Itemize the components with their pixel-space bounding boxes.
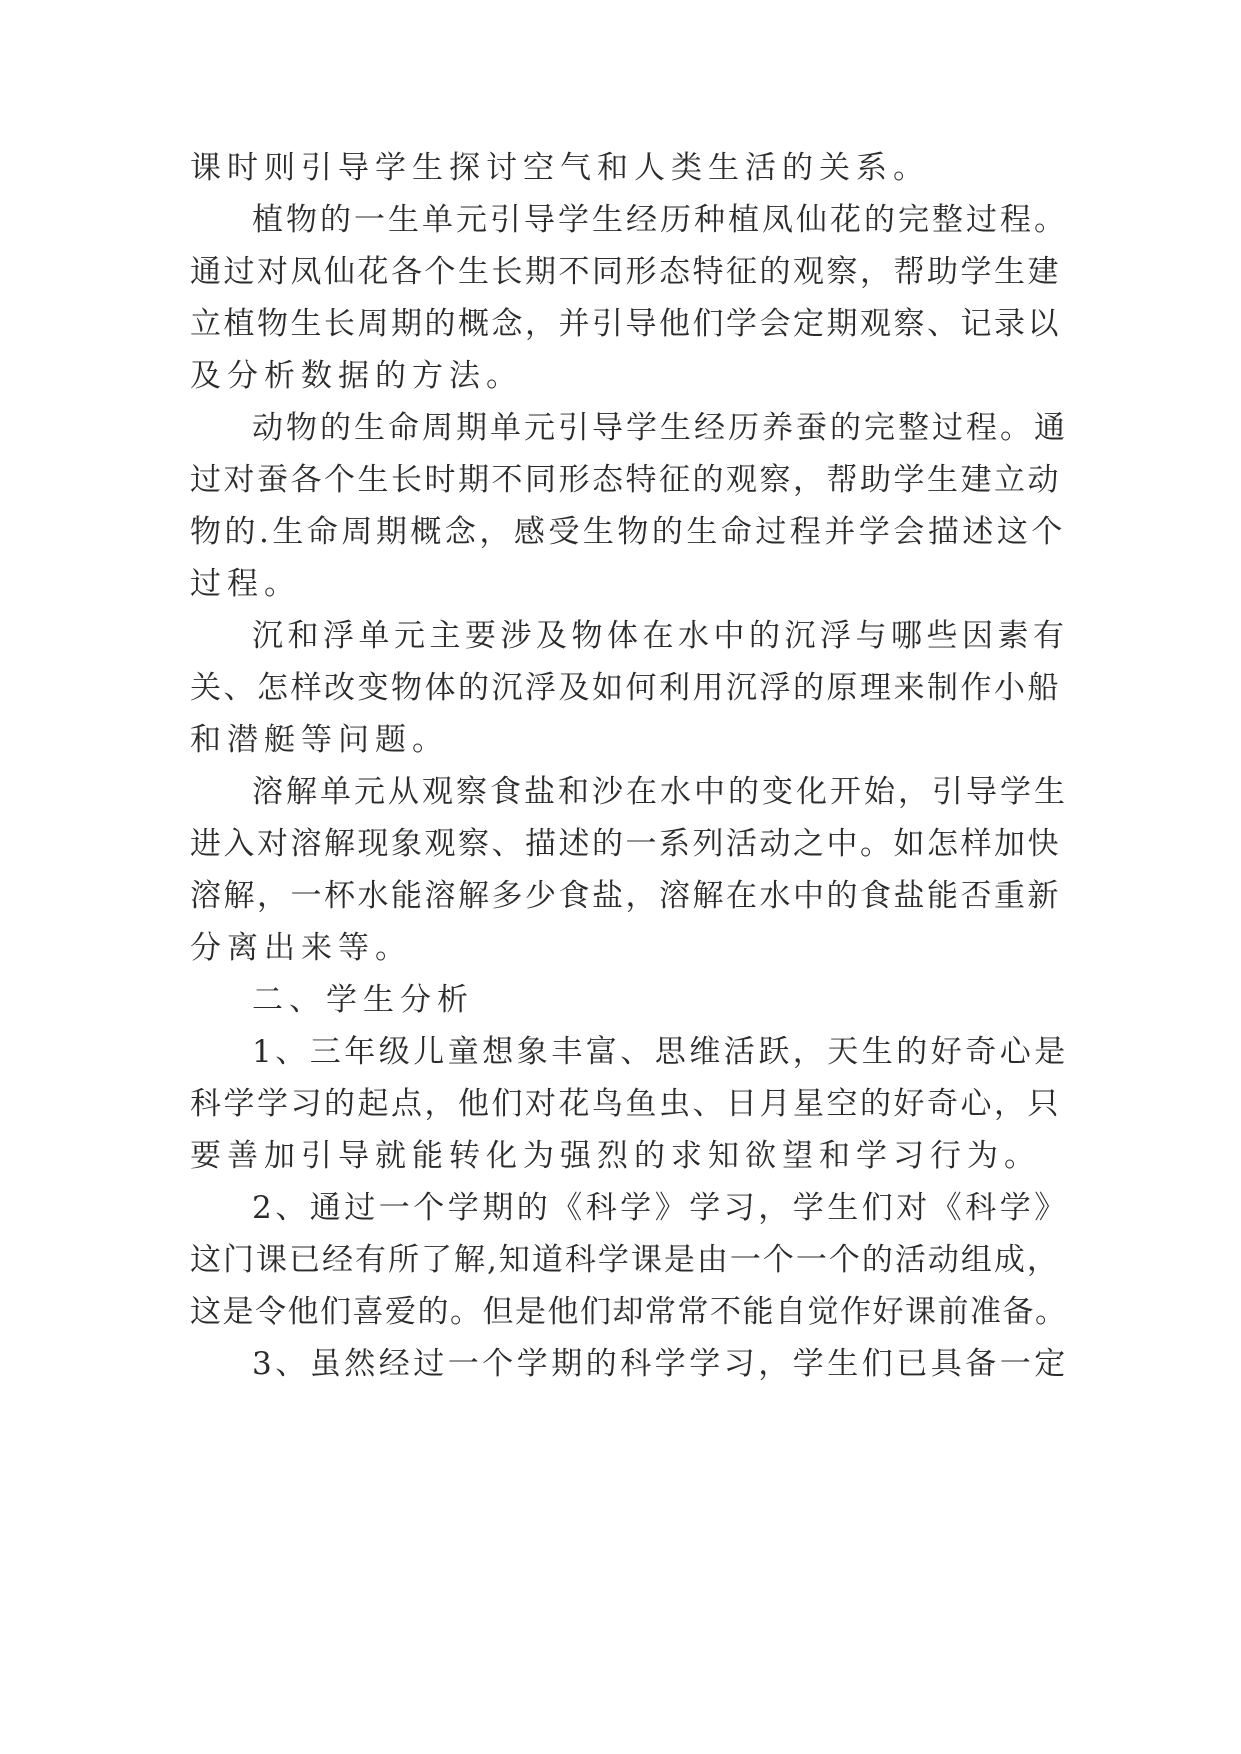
text-line: 这门课已经有所了解,知道科学课是由一个一个的活动组成，: [190, 1242, 1060, 1278]
paragraph-start-line: 沉和浮单元主要涉及物体在水中的沉浮与哪些因素有: [252, 618, 1069, 654]
section-heading: 二、学生分析: [252, 982, 474, 1018]
text-line: 过程。: [190, 566, 301, 602]
text-line: 和潜艇等问题。: [190, 722, 449, 758]
text-line: 这是令他们喜爱的。但是他们却常常不能自觉作好课前准备。: [190, 1294, 1068, 1330]
text-line: 及分析数据的方法。: [190, 358, 523, 394]
paragraph-start-line: 溶解单元从观察食盐和沙在水中的变化开始，引导学生: [252, 774, 1068, 810]
text-line: 关、怎样改变物体的沉浮及如何利用沉浮的原理来制作小船: [190, 670, 1061, 706]
paragraph-start-line: 动物的生命周期单元引导学生经历养蚕的完整过程。通: [252, 410, 1068, 446]
text-line: 立植物生长周期的概念，并引导他们学会定期观察、记录以: [190, 306, 1061, 342]
paragraph-start-line: 植物的一生单元引导学生经历种植凤仙花的完整过程。: [252, 202, 1068, 238]
text-line: 进入对溶解现象观察、描述的一系列活动之中。如怎样加快: [190, 826, 1061, 862]
paragraph-start-line: 1、三年级儿童想象丰富、思维活跃，天生的好奇心是: [252, 1034, 1069, 1070]
text-line: 通过对凤仙花各个生长期不同形态特征的观察，帮助学生建: [190, 254, 1061, 290]
text-line: 要善加引导就能转化为强烈的求知欲望和学习行为。: [190, 1138, 1041, 1174]
text-line: 分离出来等。: [190, 930, 412, 966]
text-line: 溶解，一杯水能溶解多少食盐，溶解在水中的食盐能否重新: [190, 878, 1061, 914]
text-line: 科学学习的起点，他们对花鸟鱼虫、日月星空的好奇心，只: [190, 1086, 1061, 1122]
paragraph-start-line: 3、虽然经过一个学期的科学学习，学生们已具备一定: [252, 1346, 1069, 1382]
text-line: 物的.生命周期概念，感受生物的生命过程并学会描述这个: [190, 514, 1066, 550]
text-line: 过对蚕各个生长时期不同形态特征的观察，帮助学生建立动: [190, 462, 1061, 498]
text-line: 课时则引导学生探讨空气和人类生活的关系。: [190, 150, 930, 186]
paragraph-start-line: 2、通过一个学期的《科学》学习，学生们对《科学》: [252, 1190, 1069, 1226]
